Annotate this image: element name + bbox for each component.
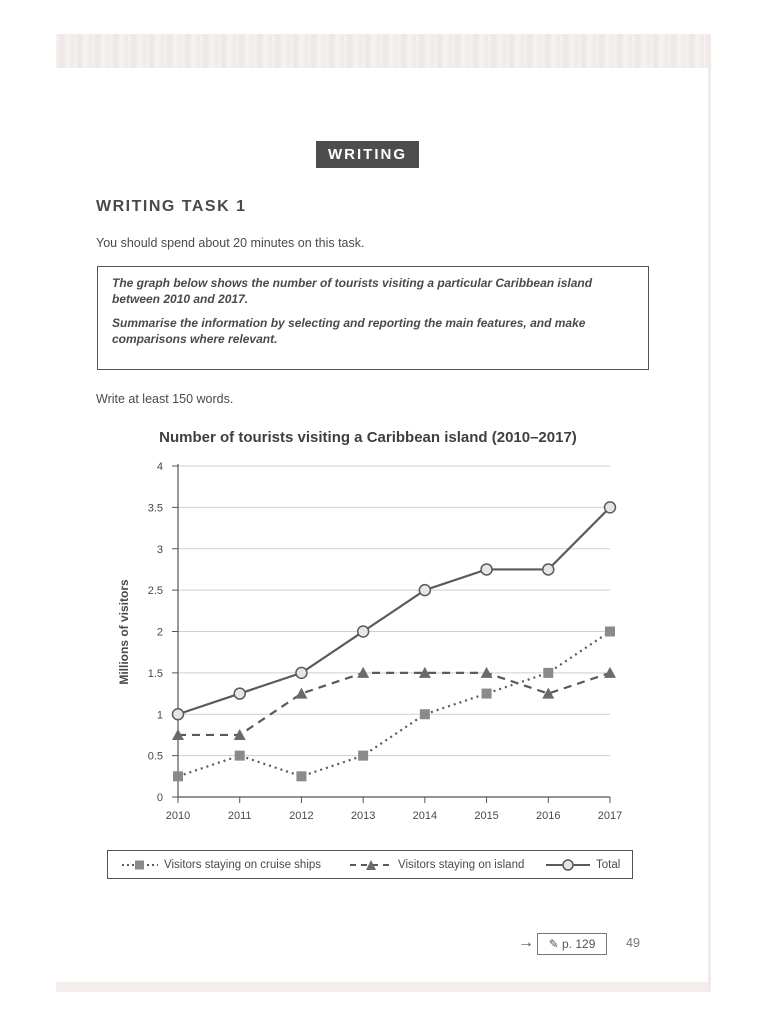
data-point-total [481, 564, 492, 575]
x-tick-label: 2016 [536, 810, 561, 822]
chart-legend [107, 850, 633, 879]
y-tick-label: 0.5 [147, 750, 163, 763]
data-point-total [543, 564, 554, 575]
x-tick-label: 2013 [350, 810, 376, 822]
y-tick-label: 2.5 [147, 585, 163, 598]
data-point-total [173, 709, 184, 720]
arrow-right-icon: → [518, 934, 534, 951]
legend-item-total [544, 851, 620, 878]
task-prompt-instruction: Summarise the information by selecting and reporting the main features, and make comparisons where relevant. [112, 316, 586, 346]
data-point-total [605, 502, 616, 513]
legend-swatch-total [544, 858, 592, 872]
x-tick-label: 2015 [474, 810, 499, 822]
data-point-cruise [543, 668, 553, 678]
axes [148, 461, 623, 822]
y-tick-label: 4 [156, 461, 163, 473]
data-point-cruise [482, 689, 492, 699]
x-tick-label: 2010 [165, 810, 191, 822]
task-title: WRITING TASK 1 [96, 198, 247, 215]
x-tick-label: 2011 [227, 810, 252, 822]
data-point-cruise [296, 771, 306, 781]
data-point-cruise [605, 627, 615, 637]
x-tick-label: 2014 [412, 810, 438, 822]
series-line-island [178, 673, 610, 735]
legend-item-island [348, 851, 524, 878]
y-tick-label: 2 [156, 626, 163, 639]
data-point-total [358, 626, 369, 637]
x-tick-label: 2017 [597, 810, 623, 822]
time-instruction: You should spend about 20 minutes on this task. [96, 236, 365, 250]
page-number: 49 [626, 936, 640, 950]
data-point-cruise [420, 709, 430, 719]
data-point-total [296, 667, 307, 678]
y-tick-label: 1 [156, 709, 163, 722]
task-prompt-description: The graph below shows the number of tourists visiting a particular Caribbean island between 2010 and 2017. [112, 276, 593, 306]
legend-swatch-cruise [120, 859, 160, 871]
y-tick-label: 3.5 [147, 502, 163, 515]
y-tick-label: 1.5 [147, 667, 163, 680]
series-line-total [178, 507, 610, 714]
legend-swatch-island [348, 859, 394, 871]
section-label: WRITING [316, 141, 419, 168]
chart-title: Number of tourists visiting a Caribbean island (2010–2017) [159, 429, 577, 446]
y-tick-label: 3 [156, 543, 163, 556]
data-point-cruise [358, 751, 368, 761]
data-point-cruise [235, 751, 245, 761]
x-tick-label: 2012 [289, 810, 314, 822]
legend-label-cruise: Visitors staying on cruise ships [164, 858, 322, 871]
legend-item-cruise [120, 851, 321, 878]
word-count-instruction: Write at least 150 words. [96, 392, 234, 406]
data-point-total [419, 585, 430, 596]
page-reference-link[interactable]: ✎ p. 129 [537, 933, 607, 955]
y-axis-label: Millions of visitors [117, 579, 131, 685]
data-point-cruise [173, 771, 183, 781]
series-markers [172, 502, 616, 781]
data-point-total [234, 688, 245, 699]
legend-label-total: Total [596, 858, 621, 871]
legend-label-island: Visitors staying on island [398, 858, 525, 871]
y-tick-label: 0 [156, 792, 163, 804]
